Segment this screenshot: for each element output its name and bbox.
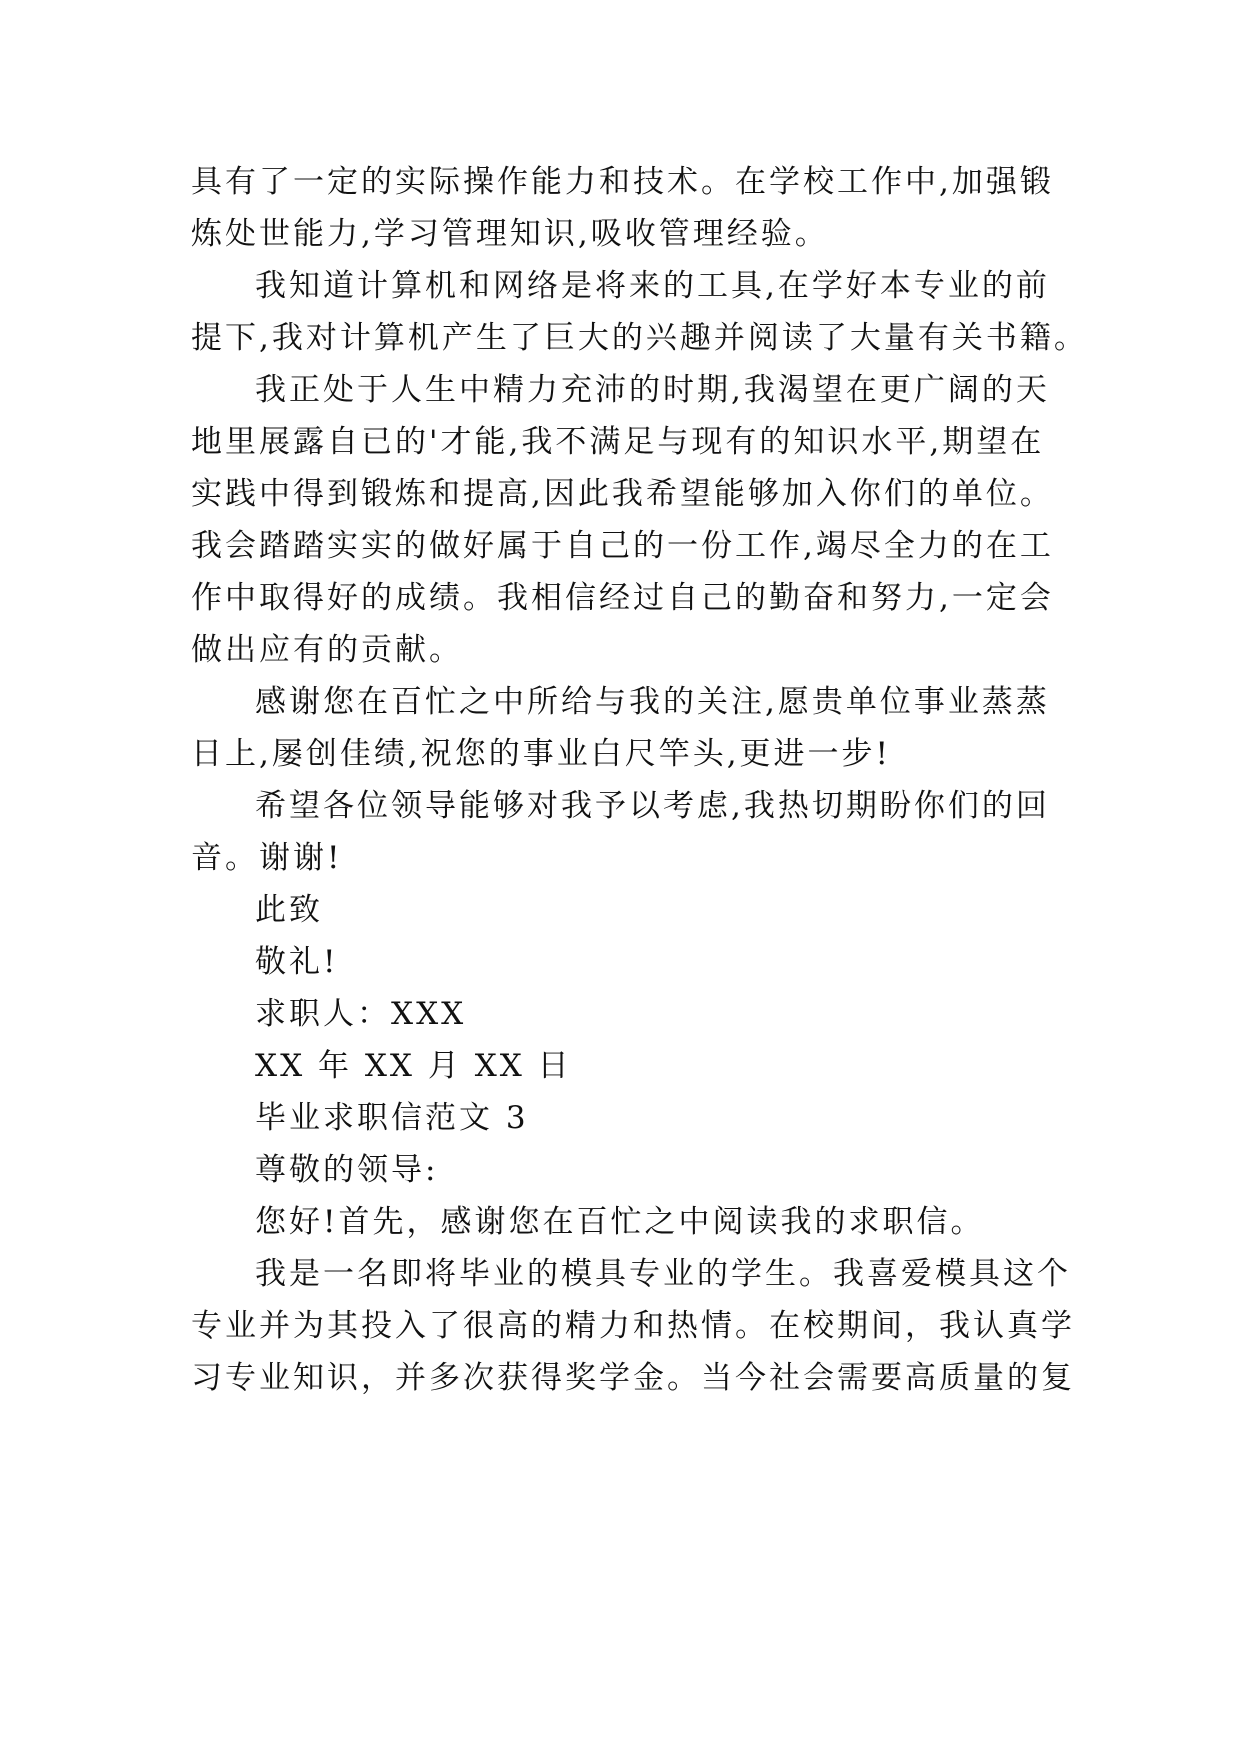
signature-line: 求职人：XXX bbox=[255, 996, 467, 1032]
text-line: 希望各位领导能够对我予以考虑,我热切期盼你们的回 bbox=[255, 788, 1050, 824]
closing-line: 敬礼! bbox=[255, 944, 339, 980]
text-line: 提下,我对计算机产生了巨大的兴趣并阅读了大量有关书籍。 bbox=[191, 320, 1088, 356]
text-line: 感谢您在百忙之中所给与我的关注,愿贵单位事业蒸蒸 bbox=[255, 684, 1050, 720]
text-line: 我是一名即将毕业的模具专业的学生。我喜爱模具这个 bbox=[255, 1256, 1071, 1292]
text-line: 专业并为其投入了很高的精力和热情。在校期间，我认真学 bbox=[191, 1308, 1075, 1344]
text-line: 实践中得到锻炼和提高,因此我希望能够加入你们的单位。 bbox=[191, 476, 1054, 512]
text-line: 我会踏踏实实的做好属于自己的一份工作,竭尽全力的在工 bbox=[191, 528, 1054, 564]
text-line: 我知道计算机和网络是将来的工具,在学好本专业的前 bbox=[255, 268, 1050, 304]
text-line: 做出应有的贡献。 bbox=[191, 632, 463, 668]
text-line: 习专业知识，并多次获得奖学金。当今社会需要高质量的复 bbox=[191, 1360, 1075, 1396]
text-line: 我正处于人生中精力充沛的时期,我渴望在更广阔的天 bbox=[255, 372, 1050, 408]
section-title: 毕业求职信范文 3 bbox=[255, 1100, 529, 1136]
text-line: 炼处世能力,学习管理知识,吸收管理经验。 bbox=[191, 216, 829, 252]
date-line: XX 年 XX 月 XX 日 bbox=[255, 1048, 572, 1084]
text-line: 具有了一定的实际操作能力和技术。在学校工作中,加强锻 bbox=[191, 164, 1054, 200]
text-line: 音。谢谢! bbox=[191, 840, 343, 876]
text-line: 作中取得好的成绩。我相信经过自己的勤奋和努力,一定会 bbox=[191, 580, 1054, 616]
text-line: 日上,屡创佳绩,祝您的事业白尺竿头,更进一步! bbox=[191, 736, 892, 772]
salutation-line: 尊敬的领导: bbox=[255, 1152, 439, 1188]
closing-line: 此致 bbox=[255, 892, 323, 928]
text-line: 您好!首先，感谢您在百忙之中阅读我的求职信。 bbox=[255, 1204, 985, 1240]
text-line: 地里展露自已的'才能,我不满足与现有的知识水平,期望在 bbox=[191, 424, 1045, 460]
